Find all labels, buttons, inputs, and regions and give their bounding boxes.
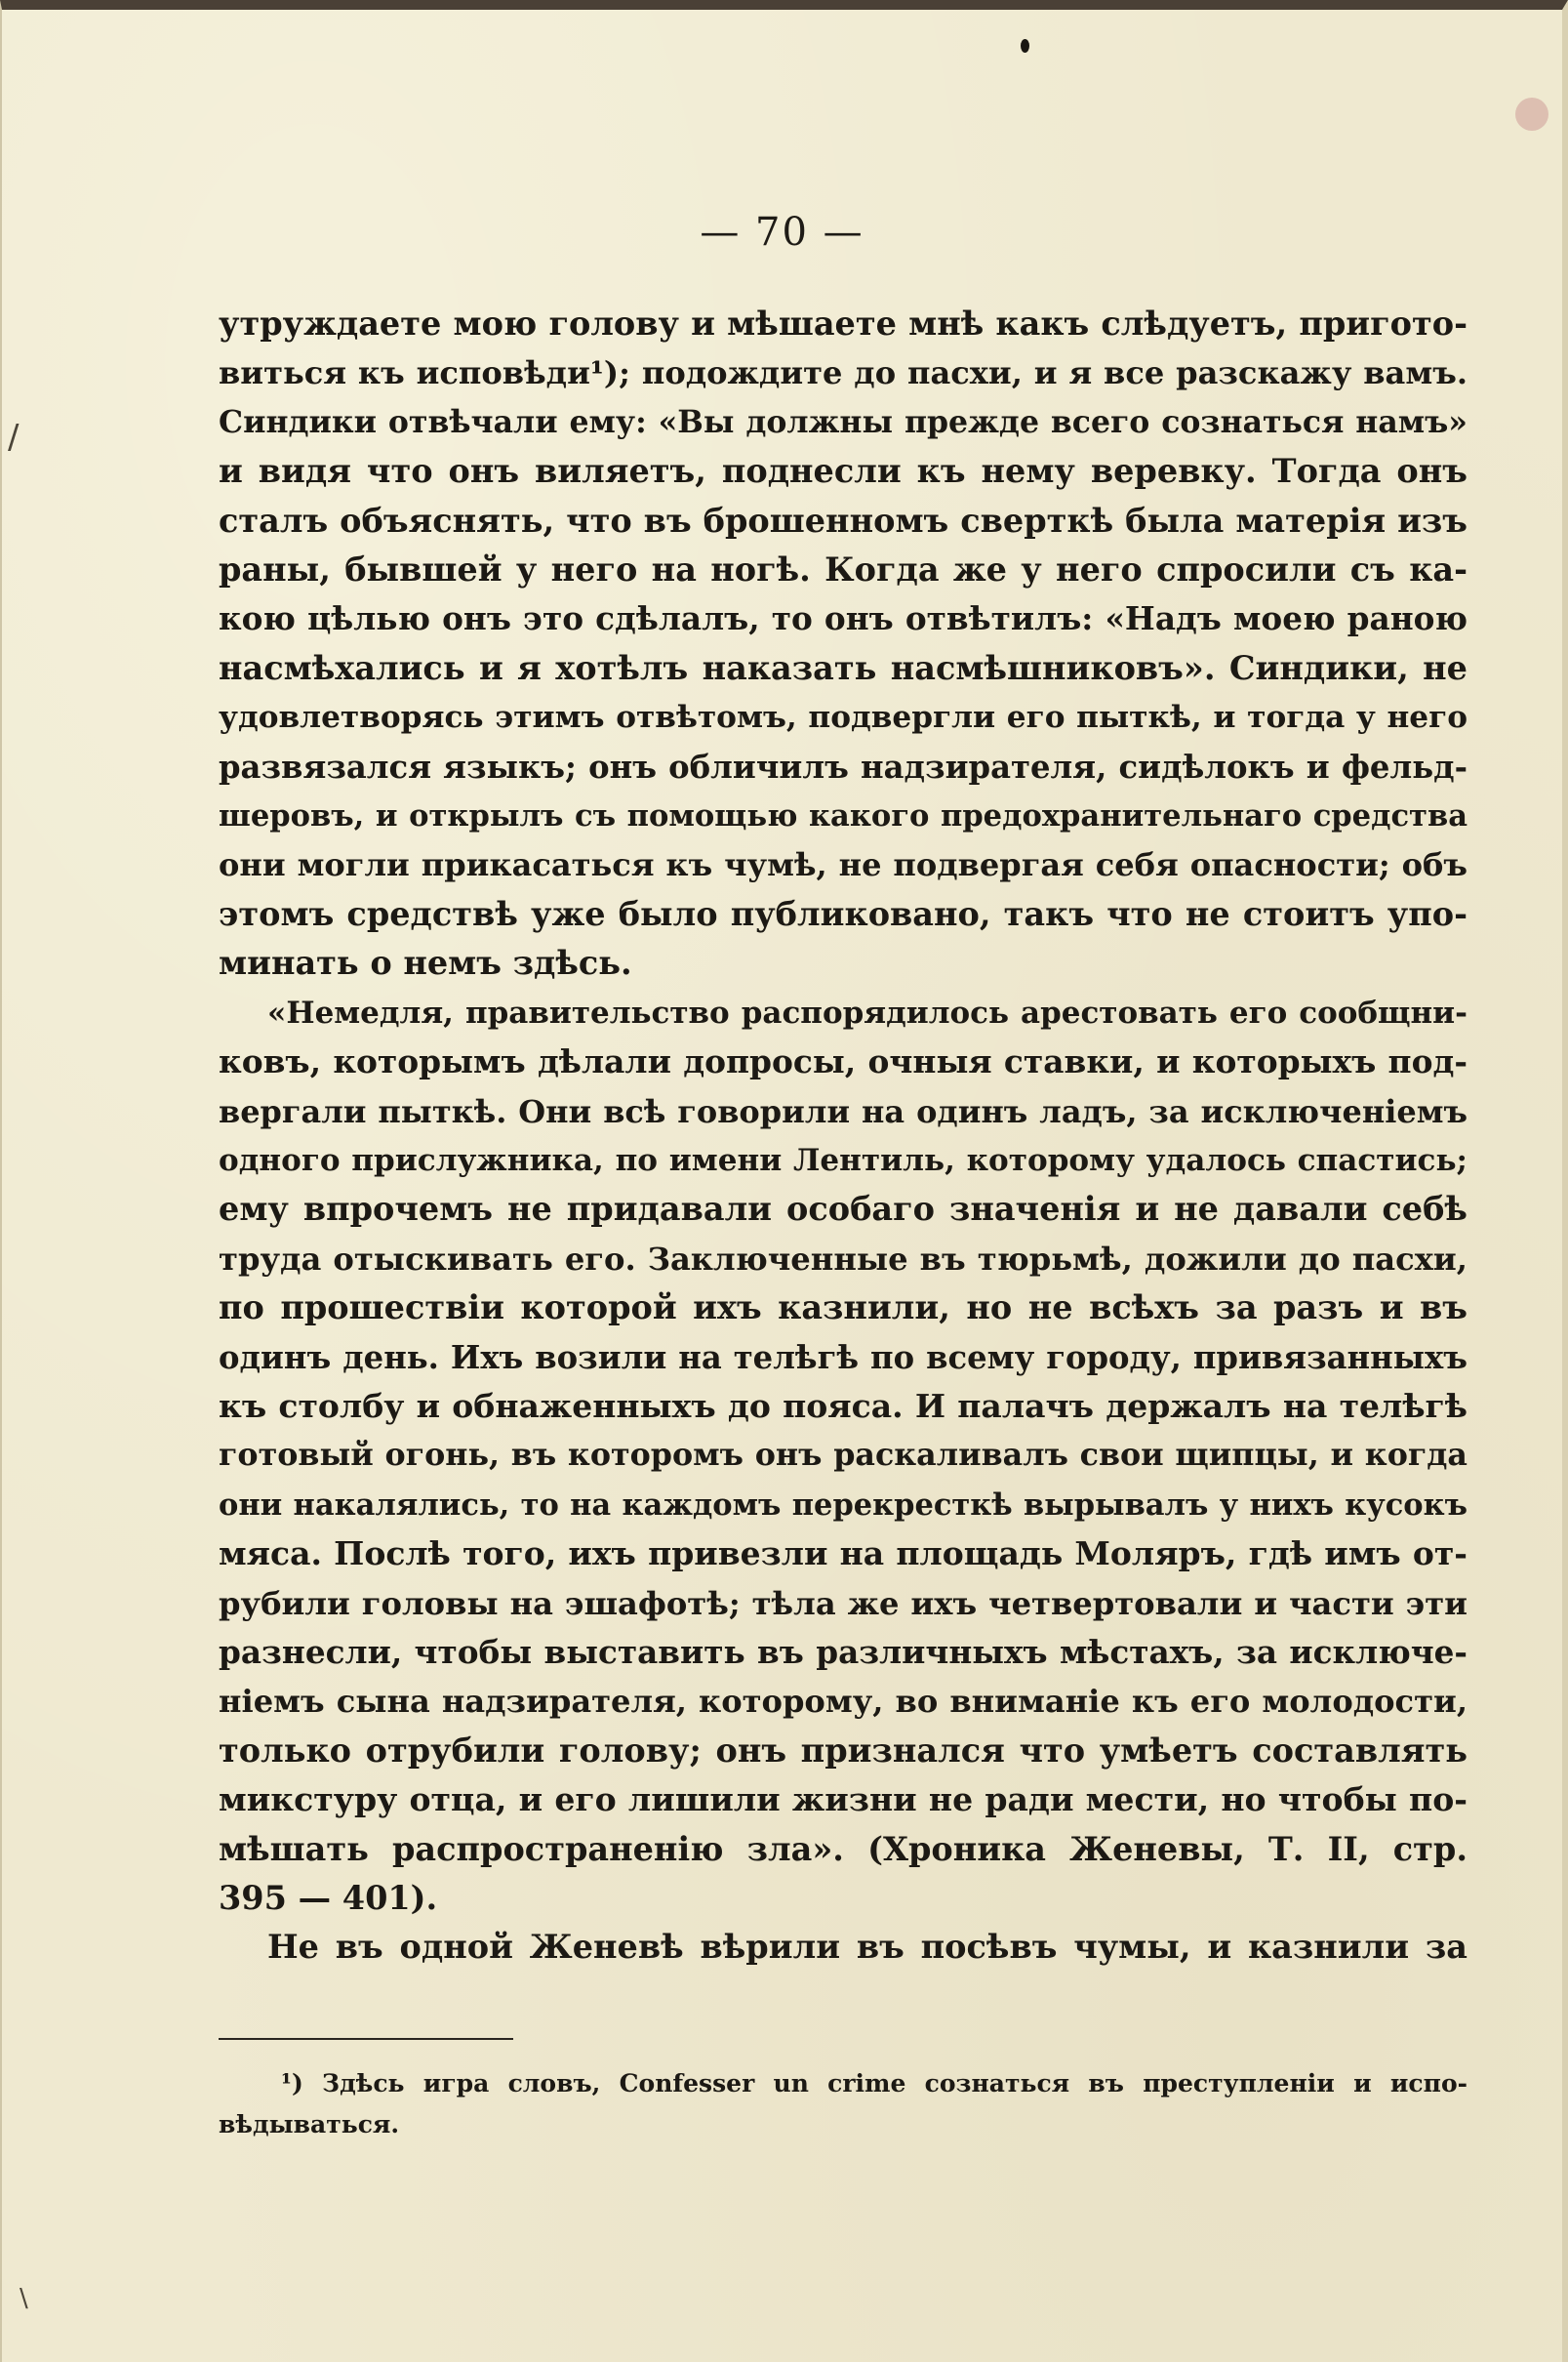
margin-pencil-mark: \: [20, 2284, 28, 2313]
text-line: этомъ средствѣ уже было публиковано, такъ что не стоитъ упо-: [219, 894, 1467, 933]
ink-speck: [1021, 39, 1029, 53]
text-line: удовлетворясь этимъ отвѣтомъ, подвергли его пыткѣ, и тогда у него: [219, 700, 1467, 736]
text-line: виться къ исповѣди¹); подождите до пасхи, и я все разскажу вамъ.: [219, 354, 1467, 392]
paragraph-end-line: минать о немъ здѣсь.: [219, 944, 632, 983]
text-line: и видя что онъ виляетъ, поднесли къ нему веревку. Тогда онъ: [219, 452, 1467, 491]
paper-stain: [1515, 98, 1548, 131]
text-line: они накалялись, то на каждомъ перекресткѣ вырывалъ у нихъ кусокъ: [219, 1486, 1467, 1523]
page-number: — 70 —: [700, 210, 864, 255]
text-line: по прошествіи которой ихъ казнили, но не всѣхъ за разъ и въ: [219, 1288, 1467, 1327]
text-line: готовый огонь, въ которомъ онъ раскаливалъ свои щипцы, и когда: [219, 1437, 1467, 1474]
footnote-separator: [219, 2038, 513, 2040]
text-line: одного прислужника, по имени Лентиль, которому удалось спастись;: [219, 1142, 1467, 1178]
paragraph-end-line: 395 — 401).: [219, 1879, 438, 1917]
text-line: шеровъ, и открылъ съ помощью какого предохранительнаго средства: [219, 798, 1467, 835]
text-line: разнесли, чтобы выставить въ различныхъ мѣстахъ, за исключе-: [219, 1632, 1467, 1671]
text-line: труда отыскивать его. Заключенные въ тюрьмѣ, дожили до пасхи,: [219, 1240, 1467, 1278]
paragraph-first-line: «Немедля, правительство распорядилось арестовать его сообщни-: [267, 995, 1467, 1031]
text-line: ніемъ сына надзирателя, которому, во вниманіе къ его молодости,: [219, 1683, 1467, 1721]
text-line: только отрубили голову; онъ признался что умѣетъ составлять: [219, 1731, 1467, 1770]
text-line: ковъ, которымъ дѣлали допросы, очныя ставки, и которыхъ под-: [219, 1042, 1467, 1081]
footnote-line: ¹) Здѣсь игра словъ, Confesser un crime сознаться въ преступленіи и испо-: [281, 2069, 1467, 2097]
text-line: утруждаете мою голову и мѣшаете мнѣ какъ слѣдуетъ, пригото-: [219, 305, 1467, 343]
body-text: [219, 300, 1467, 1973]
text-line: микстуру отца, и его лишили жизни не ради мести, но чтобы по-: [219, 1780, 1467, 1819]
paragraph-first-line: Не въ одной Женевѣ вѣрили въ посѣвъ чумы, и казнили за: [267, 1928, 1467, 1967]
text-line: развязался языкъ; онъ обличилъ надзирателя, сидѣлокъ и фельд-: [219, 748, 1467, 786]
footnote: [219, 2063, 1467, 2145]
footnote-line: вѣдываться.: [219, 2110, 400, 2138]
text-line: Синдики отвѣчали ему: «Вы должны прежде всего сознаться намъ»: [219, 403, 1467, 440]
margin-pencil-mark: /: [8, 418, 20, 457]
text-line: насмѣхались и я хотѣлъ наказать насмѣшниковъ». Синдики, не: [219, 648, 1467, 687]
text-line: къ столбу и обнаженныхъ до пояса. И палачъ держалъ на телѣгѣ: [219, 1386, 1467, 1425]
text-line: сталъ объяснять, что въ брошенномъ сверткѣ была матерія изъ: [219, 501, 1467, 540]
text-line: одинъ день. Ихъ возили на телѣгѣ по всему городу, привязанныхъ: [219, 1338, 1467, 1376]
text-line: раны, бывшей у него на ногѣ. Когда же у него спросили съ ка-: [219, 550, 1467, 590]
text-line: кою цѣлью онъ это сдѣлалъ, то онъ отвѣтилъ: «Надъ моею раною: [219, 599, 1467, 638]
text-line: мѣшать распространенію зла». (Хроника Женевы, Т. II, стр.: [219, 1829, 1467, 1868]
text-line: рубили головы на эшафотѣ; тѣла же ихъ четвертовали и части эти: [219, 1584, 1467, 1622]
text-line: вергали пыткѣ. Они всѣ говорили на одинъ ладъ, за исключеніемъ: [219, 1092, 1467, 1130]
text-line: они могли прикасаться къ чумѣ, не подвергая себя опасности; объ: [219, 846, 1467, 884]
text-line: ему впрочемъ не придавали особаго значенія и не давали себѣ: [219, 1190, 1467, 1229]
text-line: мяса. Послѣ того, ихъ привезли на площадь Моляръ, гдѣ имъ от-: [219, 1534, 1467, 1573]
